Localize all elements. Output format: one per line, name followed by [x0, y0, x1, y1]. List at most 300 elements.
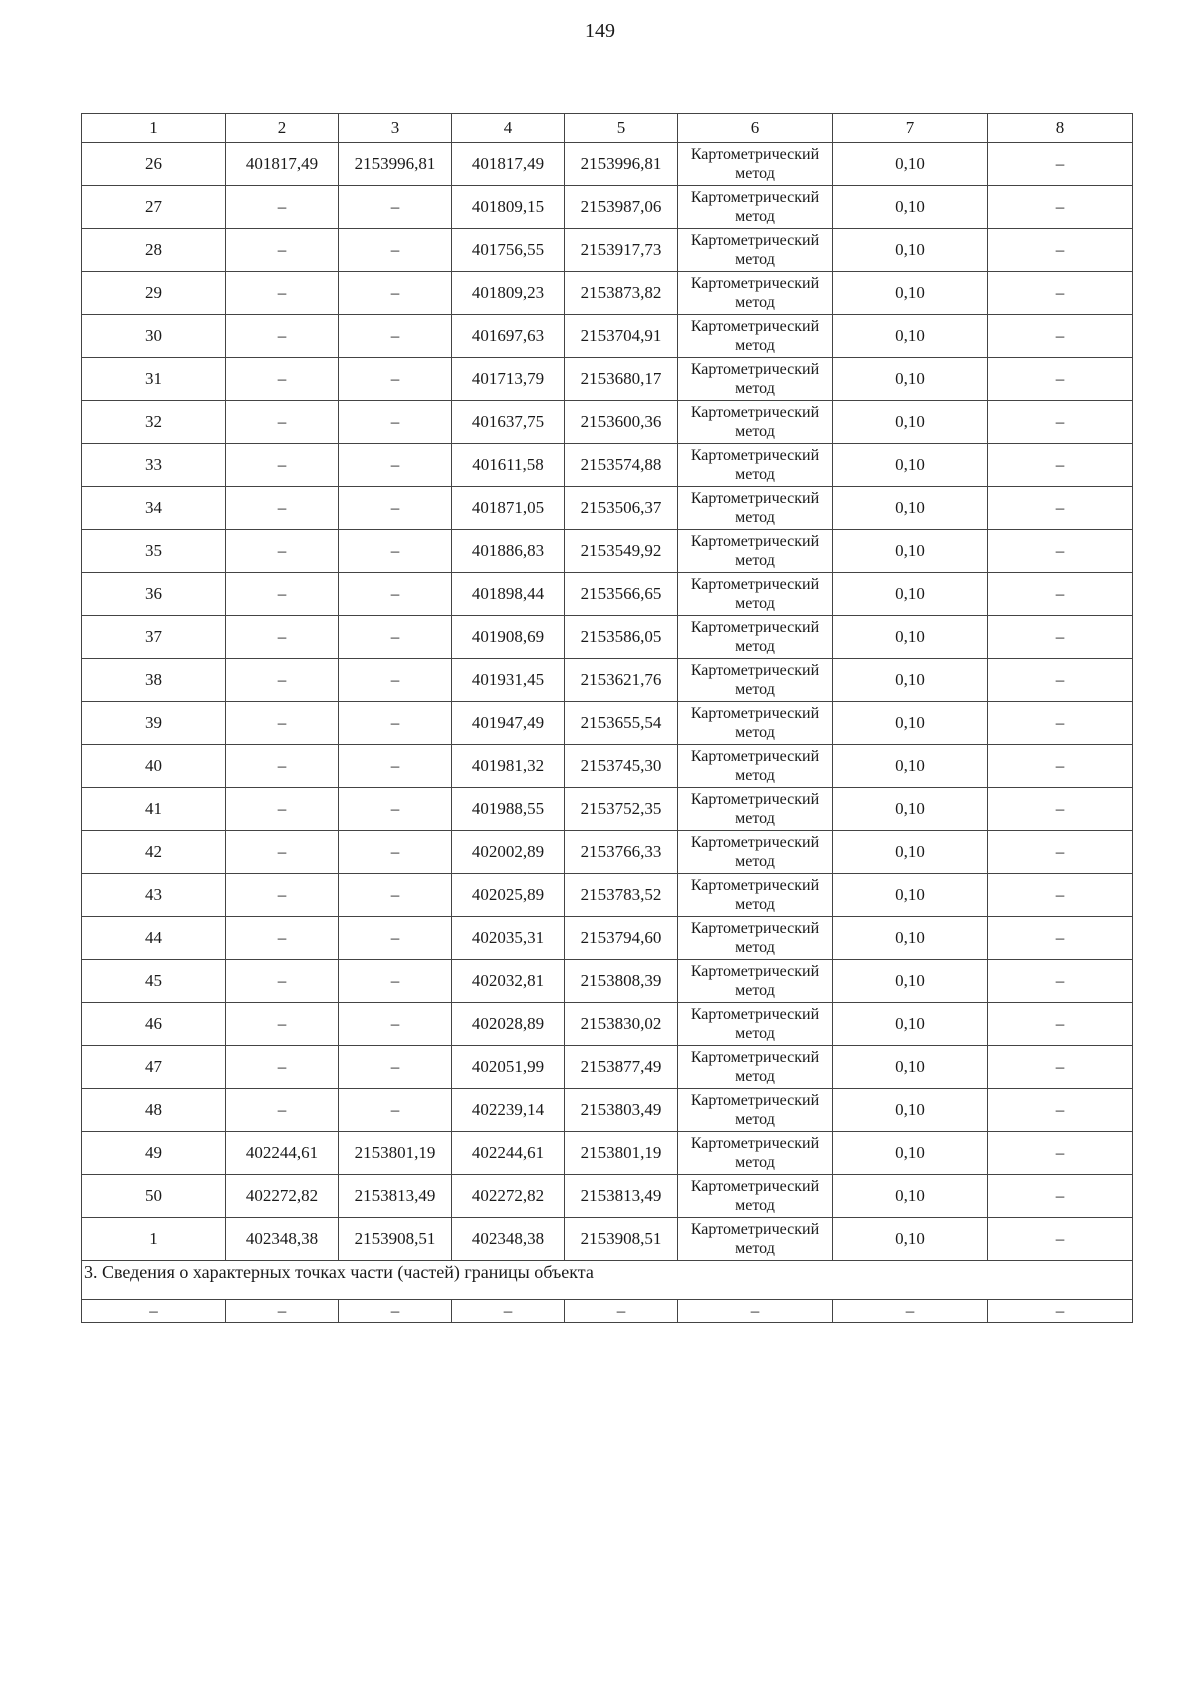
table-row: [82, 1132, 1133, 1175]
point-number-cell: 40: [82, 745, 226, 788]
y-old-cell: –: [339, 1003, 452, 1046]
method-cell: [678, 745, 833, 788]
column-header: 3: [339, 114, 452, 143]
point-number-cell: 29: [82, 272, 226, 315]
point-number-cell: 30: [82, 315, 226, 358]
y-new-cell: 2153752,35: [565, 788, 678, 831]
point-number-cell: 48: [82, 1089, 226, 1132]
description-cell: –: [988, 186, 1133, 229]
method-cell: [678, 960, 833, 1003]
method-line-2: метод: [735, 939, 775, 956]
method-cell: [678, 659, 833, 702]
method-line-2: метод: [735, 896, 775, 913]
method-line-2: метод: [735, 1025, 775, 1042]
method-line-2: метод: [735, 638, 775, 655]
section-3-row: [82, 1300, 1133, 1323]
y-new-cell: 2153766,33: [565, 831, 678, 874]
accuracy-cell: 0,10: [833, 659, 988, 702]
y-new-cell: 2153808,39: [565, 960, 678, 1003]
method-line-2: метод: [735, 552, 775, 569]
point-number-cell: 47: [82, 1046, 226, 1089]
y-old-cell: –: [339, 1046, 452, 1089]
table-row: [82, 272, 1133, 315]
description-cell: –: [988, 1132, 1133, 1175]
method-line-1: Картометрический: [690, 963, 820, 980]
point-number-cell: 37: [82, 616, 226, 659]
y-new-cell: 2153813,49: [565, 1175, 678, 1218]
point-number-cell: 46: [82, 1003, 226, 1046]
table-row: [82, 788, 1133, 831]
point-number-cell: 42: [82, 831, 226, 874]
x-old-cell: –: [226, 358, 339, 401]
x-new-cell: 402025,89: [452, 874, 565, 917]
x-new-cell: 401886,83: [452, 530, 565, 573]
table-row: [82, 702, 1133, 745]
accuracy-cell: 0,10: [833, 917, 988, 960]
accuracy-cell: 0,10: [833, 272, 988, 315]
accuracy-cell: 0,10: [833, 1132, 988, 1175]
section-3-heading-row: [82, 1261, 1133, 1300]
method-line-2: метод: [735, 423, 775, 440]
x-new-cell: 401697,63: [452, 315, 565, 358]
method-cell: [678, 143, 833, 186]
method-line-2: метод: [735, 724, 775, 741]
column-header: 7: [833, 114, 988, 143]
method-line-2: метод: [735, 380, 775, 397]
point-number-cell: 33: [82, 444, 226, 487]
method-cell: [678, 1003, 833, 1046]
method-line-1: Картометрический: [690, 662, 820, 679]
table-row: [82, 186, 1133, 229]
section-3-cell: –: [988, 1300, 1133, 1323]
method-cell: [678, 702, 833, 745]
section-3-cell: –: [678, 1300, 833, 1323]
table-row: [82, 1175, 1133, 1218]
x-old-cell: –: [226, 573, 339, 616]
x-new-cell: 401871,05: [452, 487, 565, 530]
x-old-cell: –: [226, 186, 339, 229]
description-cell: –: [988, 358, 1133, 401]
x-new-cell: 402272,82: [452, 1175, 565, 1218]
table-row: [82, 831, 1133, 874]
method-line-1: Картометрический: [690, 619, 820, 636]
method-cell: [678, 444, 833, 487]
x-old-cell: 402272,82: [226, 1175, 339, 1218]
point-number-cell: 44: [82, 917, 226, 960]
point-number-cell: 32: [82, 401, 226, 444]
x-old-cell: –: [226, 1003, 339, 1046]
y-new-cell: 2153794,60: [565, 917, 678, 960]
section-3-cell: –: [833, 1300, 988, 1323]
x-new-cell: 401947,49: [452, 702, 565, 745]
method-line-1: Картометрический: [690, 834, 820, 851]
y-old-cell: –: [339, 229, 452, 272]
y-new-cell: 2153586,05: [565, 616, 678, 659]
x-old-cell: –: [226, 960, 339, 1003]
x-new-cell: 401981,32: [452, 745, 565, 788]
point-number-cell: 39: [82, 702, 226, 745]
y-old-cell: –: [339, 186, 452, 229]
point-number-cell: 43: [82, 874, 226, 917]
section-3-cell: –: [452, 1300, 565, 1323]
table-row: [82, 659, 1133, 702]
table-row: [82, 530, 1133, 573]
x-new-cell: 402028,89: [452, 1003, 565, 1046]
y-old-cell: –: [339, 917, 452, 960]
description-cell: –: [988, 1175, 1133, 1218]
x-new-cell: 401756,55: [452, 229, 565, 272]
x-new-cell: 402239,14: [452, 1089, 565, 1132]
method-cell: [678, 315, 833, 358]
accuracy-cell: 0,10: [833, 960, 988, 1003]
y-old-cell: –: [339, 573, 452, 616]
description-cell: –: [988, 573, 1133, 616]
y-old-cell: –: [339, 358, 452, 401]
x-old-cell: 402244,61: [226, 1132, 339, 1175]
point-number-cell: 36: [82, 573, 226, 616]
y-old-cell: –: [339, 401, 452, 444]
description-cell: –: [988, 1218, 1133, 1261]
accuracy-cell: 0,10: [833, 1046, 988, 1089]
method-cell: [678, 917, 833, 960]
method-line-1: Картометрический: [690, 1221, 820, 1238]
column-header: 6: [678, 114, 833, 143]
method-line-2: метод: [735, 853, 775, 870]
accuracy-cell: 0,10: [833, 229, 988, 272]
x-old-cell: –: [226, 788, 339, 831]
x-old-cell: –: [226, 487, 339, 530]
description-cell: –: [988, 874, 1133, 917]
y-new-cell: 2153680,17: [565, 358, 678, 401]
method-line-2: метод: [735, 1111, 775, 1128]
point-number-cell: 35: [82, 530, 226, 573]
y-old-cell: 2153801,19: [339, 1132, 452, 1175]
x-new-cell: 401988,55: [452, 788, 565, 831]
y-old-cell: –: [339, 659, 452, 702]
x-old-cell: –: [226, 917, 339, 960]
method-cell: [678, 401, 833, 444]
y-new-cell: 2153877,49: [565, 1046, 678, 1089]
table-row: [82, 960, 1133, 1003]
method-cell: [678, 1132, 833, 1175]
table-row: [82, 1218, 1133, 1261]
method-line-2: метод: [735, 466, 775, 483]
x-old-cell: –: [226, 401, 339, 444]
method-cell: [678, 487, 833, 530]
table-row: [82, 401, 1133, 444]
accuracy-cell: 0,10: [833, 358, 988, 401]
section-3-title: 3. Сведения о характерных точках части (частей) границы объекта: [82, 1261, 1133, 1300]
table-row: [82, 745, 1133, 788]
page-number: 149: [585, 20, 615, 42]
method-line-1: Картометрический: [690, 490, 820, 507]
method-line-1: Картометрический: [690, 576, 820, 593]
point-number-cell: 49: [82, 1132, 226, 1175]
description-cell: –: [988, 1046, 1133, 1089]
coordinates-table: [81, 113, 1133, 1323]
method-line-1: Картометрический: [690, 748, 820, 765]
accuracy-cell: 0,10: [833, 444, 988, 487]
y-new-cell: 2153801,19: [565, 1132, 678, 1175]
x-new-cell: 402348,38: [452, 1218, 565, 1261]
table-row: [82, 874, 1133, 917]
x-old-cell: –: [226, 831, 339, 874]
table-row: [82, 1089, 1133, 1132]
x-new-cell: 401898,44: [452, 573, 565, 616]
column-header: 1: [82, 114, 226, 143]
method-line-2: метод: [735, 767, 775, 784]
description-cell: –: [988, 917, 1133, 960]
section-3-cell: –: [82, 1300, 226, 1323]
table-row: [82, 573, 1133, 616]
y-new-cell: 2153549,92: [565, 530, 678, 573]
method-line-1: Картометрический: [690, 146, 820, 163]
method-cell: [678, 616, 833, 659]
y-new-cell: 2153783,52: [565, 874, 678, 917]
table-row: [82, 315, 1133, 358]
y-old-cell: –: [339, 1089, 452, 1132]
method-line-2: метод: [735, 1068, 775, 1085]
x-new-cell: 401611,58: [452, 444, 565, 487]
header-row: [82, 114, 1133, 143]
point-number-cell: 28: [82, 229, 226, 272]
description-cell: –: [988, 616, 1133, 659]
point-number-cell: 41: [82, 788, 226, 831]
y-old-cell: –: [339, 788, 452, 831]
method-line-1: Картометрический: [690, 361, 820, 378]
y-old-cell: –: [339, 530, 452, 573]
method-line-2: метод: [735, 251, 775, 268]
method-line-2: метод: [735, 982, 775, 999]
method-cell: [678, 831, 833, 874]
description-cell: –: [988, 143, 1133, 186]
method-line-1: Картометрический: [690, 791, 820, 808]
description-cell: –: [988, 702, 1133, 745]
column-header: 8: [988, 114, 1133, 143]
point-number-cell: 27: [82, 186, 226, 229]
x-old-cell: 401817,49: [226, 143, 339, 186]
point-number-cell: 26: [82, 143, 226, 186]
y-old-cell: –: [339, 616, 452, 659]
y-old-cell: –: [339, 702, 452, 745]
method-line-2: метод: [735, 509, 775, 526]
y-new-cell: 2153996,81: [565, 143, 678, 186]
y-old-cell: –: [339, 874, 452, 917]
x-old-cell: 402348,38: [226, 1218, 339, 1261]
y-old-cell: –: [339, 444, 452, 487]
x-old-cell: –: [226, 272, 339, 315]
y-new-cell: 2153873,82: [565, 272, 678, 315]
accuracy-cell: 0,10: [833, 702, 988, 745]
description-cell: –: [988, 960, 1133, 1003]
method-line-2: метод: [735, 208, 775, 225]
x-new-cell: 402032,81: [452, 960, 565, 1003]
accuracy-cell: 0,10: [833, 874, 988, 917]
point-number-cell: 45: [82, 960, 226, 1003]
x-old-cell: –: [226, 1089, 339, 1132]
x-old-cell: –: [226, 702, 339, 745]
method-cell: [678, 1089, 833, 1132]
x-new-cell: 401809,23: [452, 272, 565, 315]
accuracy-cell: 0,10: [833, 530, 988, 573]
x-new-cell: 401908,69: [452, 616, 565, 659]
method-cell: [678, 1175, 833, 1218]
y-new-cell: 2153704,91: [565, 315, 678, 358]
x-new-cell: 401637,75: [452, 401, 565, 444]
method-line-1: Картометрический: [690, 1049, 820, 1066]
x-new-cell: 402002,89: [452, 831, 565, 874]
y-new-cell: 2153655,54: [565, 702, 678, 745]
y-old-cell: –: [339, 487, 452, 530]
method-line-2: метод: [735, 337, 775, 354]
method-cell: [678, 788, 833, 831]
section-3-cell: –: [339, 1300, 452, 1323]
y-new-cell: 2153803,49: [565, 1089, 678, 1132]
description-cell: –: [988, 1003, 1133, 1046]
y-new-cell: 2153908,51: [565, 1218, 678, 1261]
y-old-cell: –: [339, 960, 452, 1003]
y-old-cell: 2153996,81: [339, 143, 452, 186]
method-cell: [678, 573, 833, 616]
method-cell: [678, 229, 833, 272]
method-line-2: метод: [735, 1240, 775, 1257]
method-line-1: Картометрический: [690, 1178, 820, 1195]
x-new-cell: 402035,31: [452, 917, 565, 960]
method-line-1: Картометрический: [690, 877, 820, 894]
y-new-cell: 2153506,37: [565, 487, 678, 530]
point-number-cell: 34: [82, 487, 226, 530]
method-line-1: Картометрический: [690, 318, 820, 335]
method-line-2: метод: [735, 1197, 775, 1214]
description-cell: –: [988, 1089, 1133, 1132]
method-line-2: метод: [735, 810, 775, 827]
accuracy-cell: 0,10: [833, 745, 988, 788]
description-cell: –: [988, 530, 1133, 573]
description-cell: –: [988, 401, 1133, 444]
accuracy-cell: 0,10: [833, 1175, 988, 1218]
x-old-cell: –: [226, 444, 339, 487]
point-number-cell: 1: [82, 1218, 226, 1261]
method-cell: [678, 186, 833, 229]
table-row: [82, 616, 1133, 659]
column-header: 5: [565, 114, 678, 143]
x-new-cell: 401931,45: [452, 659, 565, 702]
point-number-cell: 38: [82, 659, 226, 702]
description-cell: –: [988, 487, 1133, 530]
description-cell: –: [988, 444, 1133, 487]
x-new-cell: 401713,79: [452, 358, 565, 401]
method-line-1: Картометрический: [690, 275, 820, 292]
accuracy-cell: 0,10: [833, 573, 988, 616]
y-old-cell: –: [339, 272, 452, 315]
point-number-cell: 31: [82, 358, 226, 401]
column-header: 2: [226, 114, 339, 143]
y-new-cell: 2153566,65: [565, 573, 678, 616]
accuracy-cell: 0,10: [833, 1003, 988, 1046]
accuracy-cell: 0,10: [833, 1089, 988, 1132]
method-line-1: Картометрический: [690, 447, 820, 464]
method-line-1: Картометрический: [690, 189, 820, 206]
x-old-cell: –: [226, 1046, 339, 1089]
y-new-cell: 2153917,73: [565, 229, 678, 272]
method-line-1: Картометрический: [690, 705, 820, 722]
method-line-2: метод: [735, 1154, 775, 1171]
table-row: [82, 229, 1133, 272]
y-new-cell: 2153745,30: [565, 745, 678, 788]
accuracy-cell: 0,10: [833, 788, 988, 831]
description-cell: –: [988, 831, 1133, 874]
method-cell: [678, 530, 833, 573]
accuracy-cell: 0,10: [833, 186, 988, 229]
table-row: [82, 1046, 1133, 1089]
accuracy-cell: 0,10: [833, 616, 988, 659]
y-new-cell: 2153830,02: [565, 1003, 678, 1046]
method-cell: [678, 1218, 833, 1261]
x-old-cell: –: [226, 745, 339, 788]
x-old-cell: –: [226, 616, 339, 659]
y-old-cell: –: [339, 315, 452, 358]
table-row: [82, 143, 1133, 186]
x-old-cell: –: [226, 229, 339, 272]
description-cell: –: [988, 745, 1133, 788]
method-line-1: Картометрический: [690, 1092, 820, 1109]
x-new-cell: 402051,99: [452, 1046, 565, 1089]
accuracy-cell: 0,10: [833, 401, 988, 444]
y-old-cell: –: [339, 831, 452, 874]
x-old-cell: –: [226, 874, 339, 917]
y-new-cell: 2153621,76: [565, 659, 678, 702]
table-row: [82, 1003, 1133, 1046]
method-line-2: метод: [735, 165, 775, 182]
method-line-1: Картометрический: [690, 1135, 820, 1152]
description-cell: –: [988, 659, 1133, 702]
y-new-cell: 2153987,06: [565, 186, 678, 229]
table-row: [82, 487, 1133, 530]
y-new-cell: 2153574,88: [565, 444, 678, 487]
method-line-1: Картометрический: [690, 232, 820, 249]
table-row: [82, 917, 1133, 960]
x-old-cell: –: [226, 530, 339, 573]
table-row: [82, 358, 1133, 401]
y-old-cell: –: [339, 745, 452, 788]
method-cell: [678, 1046, 833, 1089]
method-line-1: Картометрический: [690, 1006, 820, 1023]
point-number-cell: 50: [82, 1175, 226, 1218]
x-old-cell: –: [226, 659, 339, 702]
method-line-2: метод: [735, 681, 775, 698]
x-new-cell: 401817,49: [452, 143, 565, 186]
y-old-cell: 2153908,51: [339, 1218, 452, 1261]
method-line-2: метод: [735, 294, 775, 311]
x-new-cell: 402244,61: [452, 1132, 565, 1175]
method-line-1: Картометрический: [690, 404, 820, 421]
method-cell: [678, 358, 833, 401]
method-line-2: метод: [735, 595, 775, 612]
description-cell: –: [988, 229, 1133, 272]
section-3-cell: –: [226, 1300, 339, 1323]
x-old-cell: –: [226, 315, 339, 358]
table-row: [82, 444, 1133, 487]
accuracy-cell: 0,10: [833, 487, 988, 530]
column-header: 4: [452, 114, 565, 143]
description-cell: –: [988, 272, 1133, 315]
y-old-cell: 2153813,49: [339, 1175, 452, 1218]
x-new-cell: 401809,15: [452, 186, 565, 229]
method-cell: [678, 272, 833, 315]
description-cell: –: [988, 788, 1133, 831]
accuracy-cell: 0,10: [833, 143, 988, 186]
method-line-1: Картометрический: [690, 533, 820, 550]
